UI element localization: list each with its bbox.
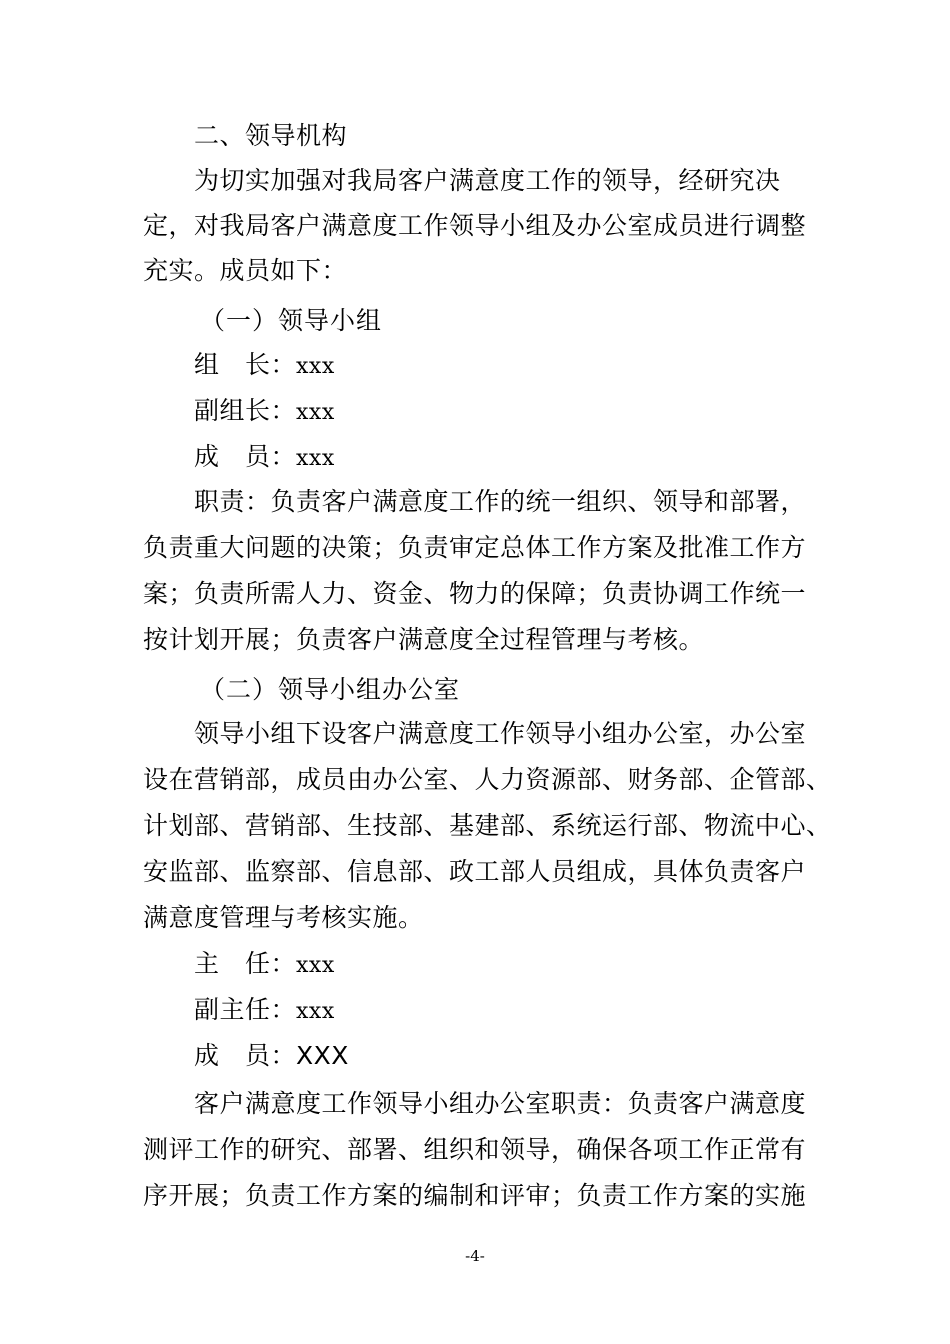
member-label: 组 长：: [194, 350, 297, 379]
office-desc-line: 领导小组下设客户满意度工作领导小组办公室，办公室: [194, 719, 807, 748]
page-number: -4-: [465, 1247, 485, 1265]
member-label: 成 员：: [194, 1041, 297, 1070]
office-member-row: [194, 987, 814, 1033]
group-duty-line: 案；负责所需人力、资金、物力的保障；负责协调工作统一: [143, 579, 807, 608]
member-value: xxx: [296, 400, 335, 425]
office-duty-line: 客户满意度工作领导小组办公室职责：负责客户满意度: [194, 1089, 807, 1118]
member-value: XXX: [296, 1041, 349, 1070]
intro-line: 充实。成员如下：: [143, 256, 348, 285]
member-value: xxx: [296, 953, 335, 978]
intro-line: 定，对我局客户满意度工作领导小组及办公室成员进行调整: [143, 211, 807, 240]
office-desc-line: 安监部、监察部、信息部、政工部人员组成，具体负责客户: [143, 857, 807, 886]
member-value: xxx: [296, 354, 335, 379]
office-title: （二）领导小组办公室: [200, 675, 461, 704]
member-value: xxx: [296, 446, 335, 471]
member-label: 副主任：: [194, 995, 297, 1024]
group-title: （一）领导小组: [200, 306, 383, 335]
group-member-row: [194, 434, 814, 480]
group-duty-line: 职责：负责客户满意度工作的统一组织、领导和部署，: [194, 487, 807, 516]
member-label: 成 员：: [194, 442, 297, 471]
office-desc-line: 设在营销部，成员由办公室、人力资源部、财务部、企管部、: [143, 765, 832, 794]
member-value: xxx: [296, 999, 335, 1024]
office-duty-line: 序开展；负责工作方案的编制和评审；负责工作方案的实施: [143, 1181, 807, 1210]
member-label: 副组长：: [194, 396, 297, 425]
section-heading: 二、领导机构: [194, 121, 348, 150]
group-member-row: [194, 388, 814, 434]
group-duty-line: 按计划开展；负责客户满意度全过程管理与考核。: [143, 625, 705, 654]
office-desc-line: 满意度管理与考核实施。: [143, 903, 424, 932]
group-member-row: [194, 342, 814, 388]
member-label: 主 任：: [194, 949, 297, 978]
group-duty-line: 负责重大问题的决策；负责审定总体工作方案及批准工作方: [143, 533, 807, 562]
office-duty-line: 测评工作的研究、部署、组织和领导，确保各项工作正常有: [143, 1135, 807, 1164]
office-member-row: [194, 941, 814, 987]
office-member-row: [194, 1033, 814, 1079]
intro-line: 为切实加强对我局客户满意度工作的领导，经研究决: [194, 166, 781, 195]
office-desc-line: 计划部、营销部、生技部、基建部、系统运行部、物流中心、: [143, 811, 832, 840]
